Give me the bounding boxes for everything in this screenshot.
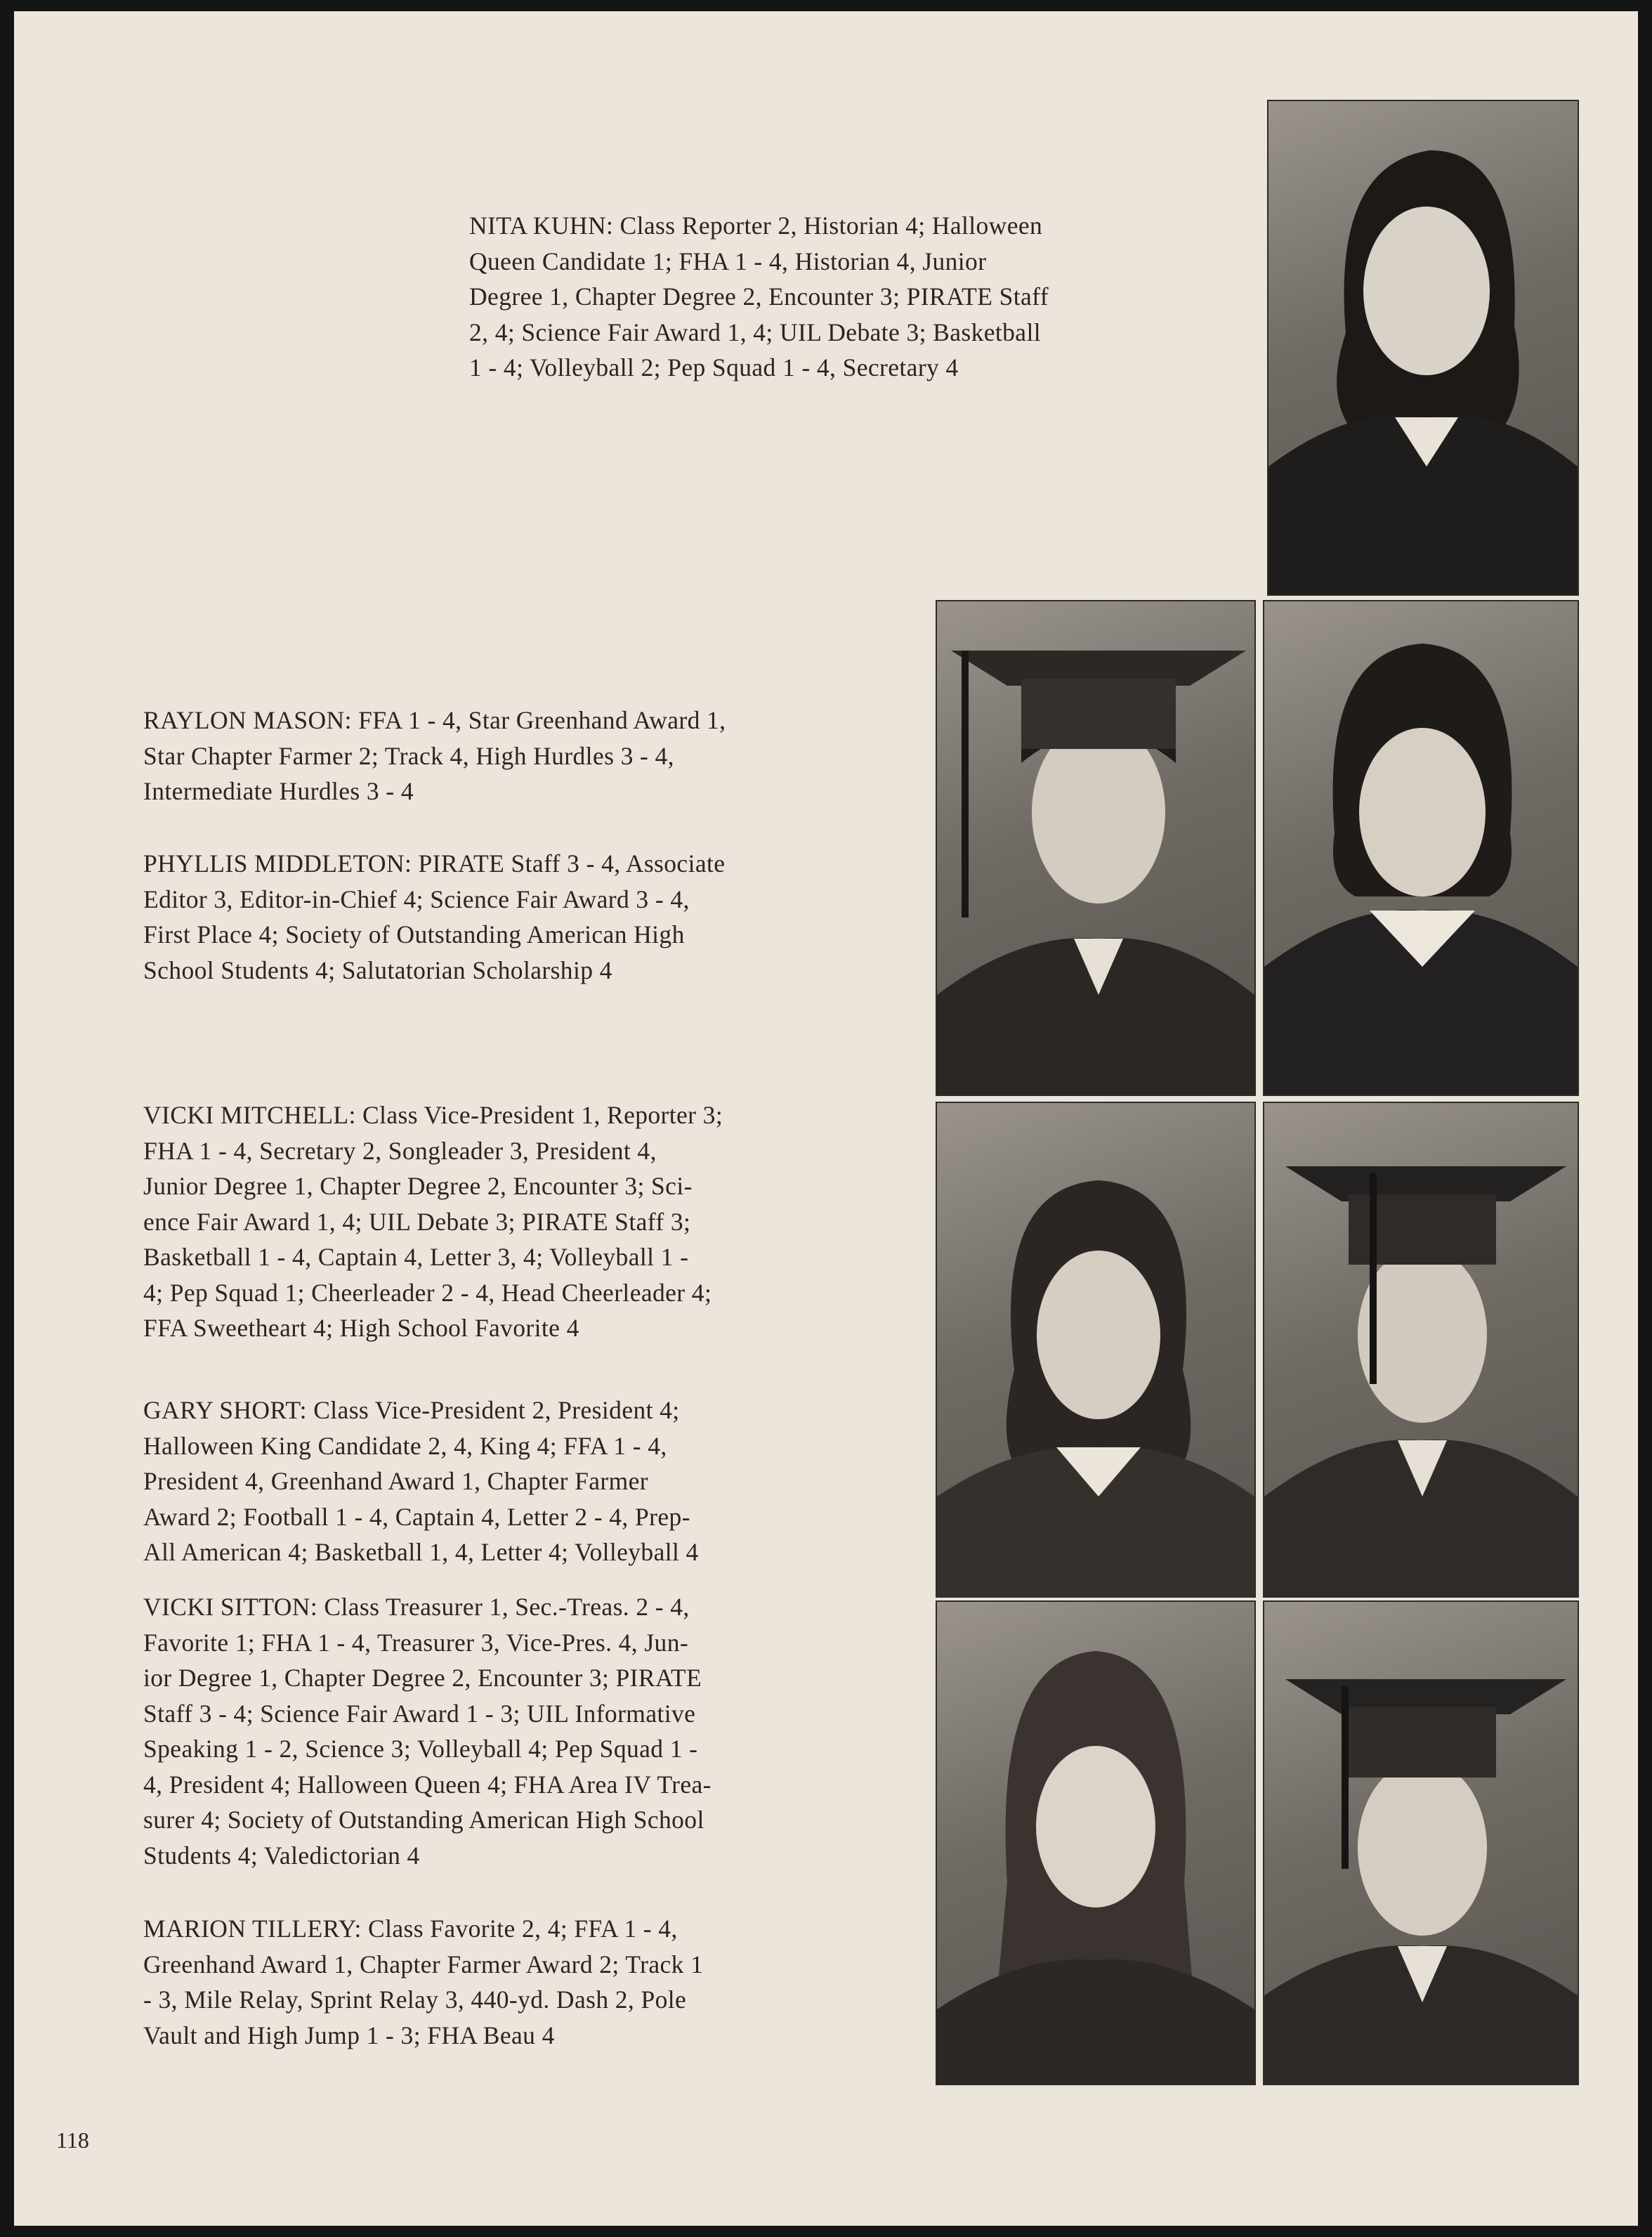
- bio-gary-short: GARY SHORT: Class Vice-President 2, President 4; Halloween King Candidate 2, 4, King 4; FFA 1 - 4, President 4, Greenhand Award 1, Chapter Farmer Award 2; Football 1 - 4, Captain 4, Letter 2 - 4, Prep- All American 4; Basketball 1, 4, Letter 4; Volleyball 4: [143, 1396, 699, 1566]
- portrait-marion-tillery: [1263, 1600, 1579, 2085]
- bio-phyllis-middleton: PHYLLIS MIDDLETON: PIRATE Staff 3 - 4, Associate Editor 3, Editor-in-Chief 4; Science Fair Award 3 - 4, First Place 4; Society of Outstanding American High School Students 4; Salutatorian Scholarship 4: [143, 849, 726, 984]
- page-number: 118: [56, 2127, 89, 2153]
- bio-marion-tillery: MARION TILLERY: Class Favorite 2, 4; FFA 1 - 4, Greenhand Award 1, Chapter Farmer Award 2; Track 1 - 3, Mile Relay, Sprint Relay 3, 440-yd. Dash 2, Pole Vault and High Jump 1 - 3; FHA Beau 4: [143, 1915, 704, 2049]
- portrait-nita-kuhn: [1267, 100, 1579, 596]
- bio-nita-kuhn: NITA KUHN: Class Reporter 2, Historian 4; Halloween Queen Candidate 1; FHA 1 - 4, Historian 4, Junior Degree 1, Chapter Degree 2, Encounter 3; PIRATE Staff 2, 4; Science Fair Award 1, 4; UIL Debate 3; Basketball 1 - 4; Volleyball 2; Pep Squad 1 - 4, Secretary 4: [469, 211, 1049, 381]
- portrait-vicki-mitchell: [936, 1102, 1256, 1598]
- bio-raylon-mason: RAYLON MASON: FFA 1 - 4, Star Greenhand Award 1, Star Chapter Farmer 2; Track 4, High Hurdles 3 - 4, Intermediate Hurdles 3 - 4: [143, 706, 726, 805]
- portrait-gary-short: [1263, 1102, 1579, 1598]
- portrait-phyllis-middleton: [1263, 600, 1579, 1096]
- portrait-raylon-mason: [936, 600, 1256, 1096]
- bio-vicki-sitton: VICKI SITTON: Class Treasurer 1, Sec.-Treas. 2 - 4, Favorite 1; FHA 1 - 4, Treasurer 3, Vice-Pres. 4, Jun- ior Degree 1, Chapter Degree 2, Encounter 3; PIRATE Staff 3 - 4; Science Fair Award 1 - 3; UIL Informative Speaking 1 - 2, Science 3; Volleyball 4; Pep Squad 1 - 4, President 4; Halloween Queen 4; FHA Area IV Trea- surer 4; Society of Outstanding American High School Students 4; Valedictorian 4: [143, 1593, 712, 1870]
- yearbook-page: [14, 11, 1638, 2226]
- bio-vicki-mitchell: VICKI MITCHELL: Class Vice-President 1, Reporter 3; FHA 1 - 4, Secretary 2, Songleader 3, President 4, Junior Degree 1, Chapter Degree 2, Encounter 3; Sci- ence Fair Award 1, 4; UIL Debate 3; PIRATE Staff 3; Basketball 1 - 4, Captain 4, Letter 3, 4; Volleyball 1 - 4; Pep Squad 1; Cheerleader 2 - 4, Head Cheerleader 4; FFA Sweetheart 4; High School Favorite 4: [143, 1101, 723, 1342]
- portrait-vicki-sitton: [936, 1600, 1256, 2085]
